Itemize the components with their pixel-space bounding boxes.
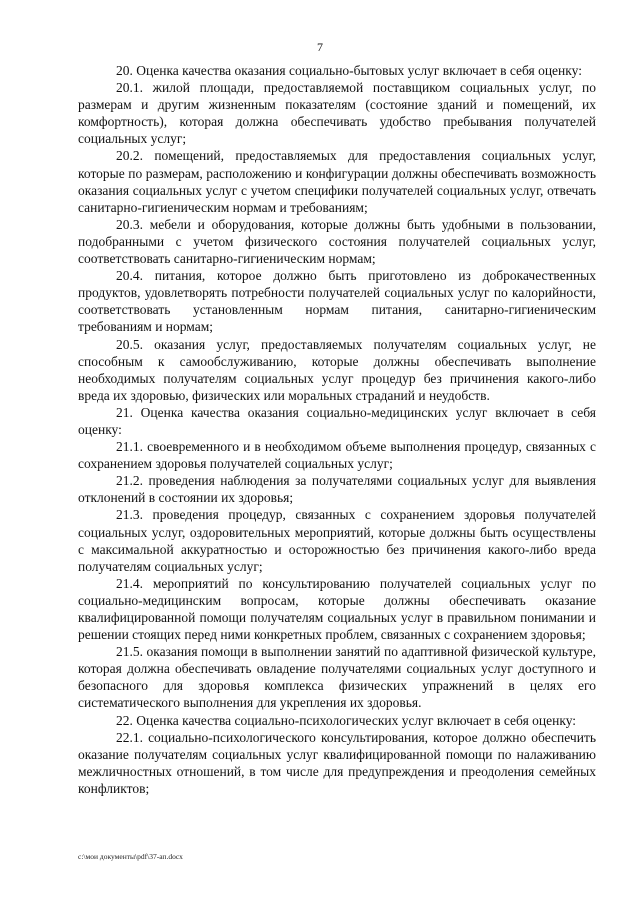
paragraph-20-4: 20.4. питания, которое должно быть приготовлено из доброкачественных продуктов, удовлетворять потребности получателей социальных услуг по калорийности, соответствовать установленным нормам питания, санитарно-гигиеническим требованиям и нормам; [78,268,596,335]
paragraph-20-5: 20.5. оказания услуг, предоставляемых получателям социальных услуг, не способным к самообслуживанию, которые должны обеспечивать выполнение необходимых получателям социальных услуг процедур без причинения какого-либо вреда их здоровью, физических или моральных страданий и неудобств. [78,336,596,403]
paragraph-22-1: 22.1. социально-психологического консультирования, которое должно обеспечить оказание получателям социальных услуг квалифицированной помощи по налаживанию межличностных отношений, в том числе для предупреждения и преодоления семейных конфликтов; [78,729,596,796]
paragraph-20-3: 20.3. мебели и оборудования, которые должны быть удобными в пользовании, подобранными с учетом физического состояния получателей социальных услуг, соответствовать санитарно-гигиеническим нормам; [78,216,596,267]
paragraph-21-1: 21.1. своевременного и в необходимом объеме выполнения процедур, связанных с сохранением здоровья получателей социальных услуг; [78,439,596,472]
paragraph-21-4: 21.4. мероприятий по консультированию получателей социальных услуг по социально-медицинским вопросам, которые должны обеспечивать оказание квалифицированной помощи получателям социальных услуг в правильном понимании и решении стоящих перед ними конкретных проблем, связанных с сохранением здоровья; [78,575,596,643]
paragraph-20-2: 20.2. помещений, предоставляемых для предоставления социальных услуг, которые по размерам, расположению и конфигурации должны обеспечивать возможность оказания социальных услуг с учетом специфики получателей социальных услуг, отвечать санитарно-гигиеническим нормам и требованиям; [78,148,596,215]
document-body [78,62,596,797]
paragraph-21: 21. Оценка качества оказания социально-медицинских услуг включает в себя оценку: [78,404,596,437]
paragraph-20: 20. Оценка качества оказания социально-бытовых услуг включает в себя оценку: [116,63,582,78]
paragraph-21-5: 21.5. оказания помощи в выполнении занятий по адаптивной физической культуре, которая должна обеспечивать овладение получателями социальных услуг доступного и безопасного для здоровья комплекса физических упражнений в целях его систематического выполнения для укрепления их здоровья. [78,644,596,711]
paragraph-20-1: 20.1. жилой площади, предоставляемой поставщиком социальных услуг, по размерам и другим жизненным показателям (состояние зданий и помещений, их комфортность), которая должна обеспечивать удобство пребывания получателей социальных услуг; [78,80,596,147]
paragraph-22: 22. Оценка качества социально-психологических услуг включает в себя оценку: [116,712,577,728]
paragraph-21-2: 21.2. проведения наблюдения за получателями социальных услуг для выявления отклонений в состоянии их здоровья; [78,473,596,506]
paragraph-21-3: 21.3. проведения процедур, связанных с сохранением здоровья получателей социальных услуг, оздоровительных мероприятий, которые должны быть осуществлены с максимальной аккуратностью и осторожностью без причинения какого-либо вреда получателям социальных услуг; [78,507,596,574]
footer-file-path: c:\мои документы\pdf\37-ап.docx [78,852,183,861]
page-number: 7 [317,40,323,54]
